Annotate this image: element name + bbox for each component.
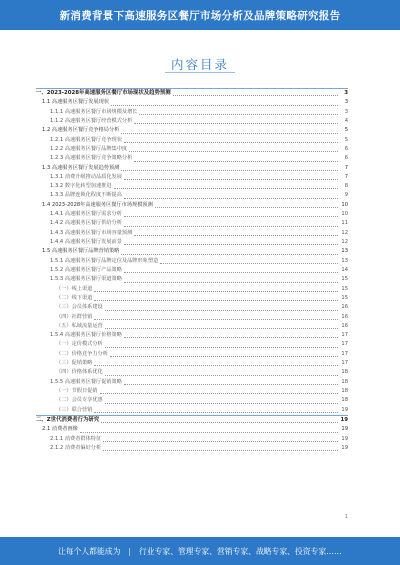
toc-dot-leader — [124, 197, 338, 199]
toc-dot-leader — [139, 113, 338, 115]
toc-entry[interactable] — [36, 425, 348, 434]
toc-entry-page: 5 — [344, 127, 348, 134]
toc-entry-title: （一）线上渠道 — [56, 285, 93, 292]
toc-entry[interactable] — [36, 219, 348, 228]
toc-entry-page: 16 — [341, 322, 348, 329]
toc-entry[interactable] — [36, 406, 348, 415]
toc-dot-leader — [105, 402, 338, 404]
toc-entry-title: （二）线下渠道 — [56, 294, 93, 301]
toc-entry[interactable] — [36, 396, 348, 405]
toc-entry-title: 1.5.3 高速服务区餐厅渠道策略 — [50, 276, 122, 283]
toc-dot-leader — [105, 327, 338, 329]
toc-dot-leader — [103, 440, 338, 442]
toc-entry[interactable] — [36, 136, 348, 145]
toc-dot-leader — [121, 169, 338, 171]
toc-entry-title: 1.1.1 高速服务区餐厅市场规模及增长 — [50, 108, 138, 115]
toc-dot-leader — [121, 132, 338, 134]
toc-entry[interactable] — [36, 331, 348, 340]
toc-entry[interactable] — [36, 257, 348, 266]
toc-entry-page: 15 — [341, 276, 348, 283]
toc-entry-title: 2.1 消费者画像 — [42, 426, 78, 433]
toc-dot-leader — [134, 234, 338, 236]
toc-dot-leader — [134, 122, 338, 124]
toc-dot-leader — [94, 290, 338, 292]
toc-entry[interactable] — [36, 322, 348, 331]
table-of-contents — [36, 88, 348, 453]
toc-entry-page: 12 — [341, 239, 348, 245]
toc-entry-page: 17 — [341, 360, 348, 367]
toc-entry-title: （二）会员专享优惠 — [56, 397, 103, 404]
toc-entry-page: 11 — [341, 220, 348, 227]
toc-entry[interactable] — [36, 154, 348, 163]
toc-entry[interactable] — [36, 350, 348, 359]
toc-entry-page: 17 — [341, 332, 348, 339]
page-number: 1 — [344, 514, 348, 520]
toc-dot-leader — [103, 449, 338, 451]
toc-entry-title: 1.5.2 高速服务区餐厅产品策略 — [50, 266, 122, 273]
toc-dot-leader — [114, 187, 338, 189]
toc-dot-leader — [121, 253, 338, 255]
toc-entry-page: 16 — [341, 304, 348, 311]
toc-entry-title: 1.3.3 品牌连锁化程度不断提高 — [50, 192, 122, 199]
toc-entry-title: 1.4.4 高速服务区餐厅发展前景 — [50, 239, 122, 245]
toc-entry-page: 6 — [344, 145, 348, 152]
toc-entry[interactable] — [36, 275, 348, 284]
toc-entry[interactable] — [36, 415, 348, 425]
toc-entry[interactable] — [36, 340, 348, 349]
toc-entry-page: 19 — [341, 426, 348, 433]
toc-entry-page: 6 — [344, 155, 348, 162]
toc-entry-page: 3 — [344, 90, 348, 96]
toc-dot-leader — [124, 336, 338, 338]
toc-entry[interactable] — [36, 191, 348, 200]
toc-dot-leader — [105, 346, 338, 348]
toc-entry-title: 1.5.5 高速服务区餐厅促销策略 — [50, 378, 122, 385]
document-header — [0, 0, 400, 30]
toc-dot-leader — [134, 160, 338, 162]
toc-entry[interactable] — [36, 164, 348, 173]
toc-entry-page: 10 — [341, 201, 348, 208]
toc-entry-page: 18 — [341, 397, 348, 404]
toc-dot-leader — [111, 104, 338, 106]
toc-entry[interactable] — [36, 229, 348, 238]
toc-dot-leader — [105, 374, 338, 376]
toc-entry-title: 1.2.1 高速服务区餐厅竞争现状 — [50, 136, 122, 143]
toc-entry-title: 1.3 高速服务区餐厅发展趋势预测 — [42, 164, 120, 171]
toc-entry[interactable] — [36, 182, 348, 191]
toc-entry[interactable] — [36, 303, 348, 312]
toc-entry-page: 9 — [344, 192, 348, 199]
toc-entry-page: 19 — [341, 406, 348, 413]
toc-entry-page: 19 — [341, 435, 348, 442]
toc-dot-leader — [129, 150, 338, 152]
toc-entry-title: 1.2.3 高速服务区餐厅竞争策略分析 — [50, 155, 133, 162]
toc-entry[interactable] — [36, 285, 348, 294]
toc-entry[interactable] — [36, 247, 348, 256]
toc-entry-title: 1.1.2 高速服务区餐厅经营模式分析 — [50, 117, 133, 124]
document-footer — [0, 537, 400, 565]
document-title: 新消费背景下高速服务区餐厅市场分析及品牌策略研究报告 — [59, 9, 341, 22]
toc-entry-title: 1.4.2 高速服务区餐厅供给分析 — [50, 220, 122, 227]
toc-entry[interactable] — [36, 435, 348, 444]
toc-entry-page: 13 — [341, 248, 348, 255]
toc-dot-leader — [94, 299, 338, 301]
toc-dot-leader — [101, 421, 338, 423]
toc-entry[interactable] — [36, 173, 348, 182]
toc-entry-title: （二）价格竞争力分析 — [56, 350, 108, 357]
toc-entry-page: 7 — [344, 164, 348, 171]
toc-dot-leader — [80, 431, 338, 433]
toc-dot-leader — [124, 141, 338, 143]
toc-entry-page: 16 — [341, 313, 348, 320]
toc-entry[interactable] — [36, 313, 348, 322]
toc-entry-title: （五）私域流量运营 — [56, 322, 103, 329]
toc-entry-page: 14 — [341, 266, 348, 273]
toc-entry-title: 1.4.3 高速服务区餐厅市场容量预测 — [50, 229, 133, 236]
toc-entry-page: 18 — [341, 378, 348, 385]
toc-entry-title: 1.4 2023-2028年高速服务区餐厅市场规模预测 — [42, 201, 153, 208]
toc-entry[interactable] — [36, 88, 348, 98]
toc-entry[interactable] — [36, 117, 348, 126]
toc-entry-page: 5 — [344, 136, 348, 143]
toc-dot-leader — [124, 271, 338, 273]
toc-entry-title: （一）节假日促销 — [56, 388, 98, 394]
toc-entry-page: 12 — [341, 229, 348, 236]
toc-dot-leader — [110, 355, 338, 357]
toc-entry-title: 1.1 高速服务区餐厅发展现状 — [42, 99, 109, 106]
toc-entry-title: 2.1.2 消费者偏好分析 — [50, 444, 102, 451]
toc-entry[interactable] — [36, 444, 348, 453]
toc-entry[interactable] — [36, 368, 348, 377]
toc-entry-title: （三）会员体系建设 — [56, 304, 103, 311]
toc-dot-leader — [124, 383, 338, 385]
footer-roles: 行业专家、管理专家、营销专家、战略专家、投资专家…… — [139, 546, 342, 556]
toc-entry-title: （一）定价模式分析 — [56, 341, 103, 348]
toc-dot-leader — [94, 411, 338, 413]
toc-entry[interactable] — [36, 145, 348, 154]
toc-entry-page: 15 — [341, 294, 348, 301]
toc-entry-page: 4 — [344, 117, 348, 124]
toc-entry[interactable] — [36, 98, 348, 107]
toc-entry-page: 3 — [344, 108, 348, 115]
toc-entry-page: 15 — [341, 285, 348, 292]
toc-dot-leader — [173, 94, 338, 96]
toc-entry-title: 1.5.4 高速服务区餐厅价格策略 — [50, 332, 122, 339]
toc-dot-leader — [124, 178, 338, 180]
toc-dot-leader — [155, 206, 338, 208]
toc-entry-page: 18 — [341, 388, 348, 394]
toc-entry[interactable] — [36, 210, 348, 219]
toc-dot-leader — [94, 318, 338, 320]
toc-entry-title: （三）联合营销 — [56, 406, 93, 413]
toc-entry-page: 17 — [341, 341, 348, 348]
toc-entry-title: （四）社群营销 — [56, 313, 93, 320]
toc-entry-title: 1.4.1 高速服务区餐厅需求分析 — [50, 211, 122, 218]
toc-entry[interactable] — [36, 126, 348, 135]
toc-entry-page: 13 — [341, 257, 348, 264]
toc-entry-page: 8 — [344, 183, 348, 190]
toc-dot-leader — [124, 225, 338, 227]
toc-entry-page: 3 — [344, 99, 348, 106]
toc-entry-page: 19 — [340, 416, 348, 423]
toc-entry[interactable] — [36, 201, 348, 210]
toc-entry[interactable] — [36, 378, 348, 387]
toc-heading-divider — [165, 72, 235, 73]
toc-dot-leader — [124, 215, 338, 217]
toc-entry[interactable] — [36, 387, 348, 396]
toc-dot-leader — [105, 309, 338, 311]
toc-entry-title: 2.1.1 消费者群体特征 — [50, 435, 102, 442]
toc-entry-title: 1.3.2 数字化转型加速推进 — [50, 183, 112, 190]
toc-entry-title: 一、2023-2028年高速服务区餐厅市场现状及趋势预测 — [36, 90, 171, 96]
toc-entry-page: 19 — [341, 444, 348, 451]
toc-dot-leader — [124, 243, 338, 245]
toc-dot-leader — [100, 392, 338, 394]
toc-entry-title: 1.2 高速服务区餐厅竞争格局分析 — [42, 127, 120, 134]
footer-slogan: 让每个人都能成为 — [58, 546, 121, 556]
toc-entry-title: 1.5 高速服务区餐厅品牌营销策略 — [42, 248, 120, 255]
toc-dot-leader — [94, 364, 338, 366]
toc-entry-title: 1.2.2 高速服务区餐厅品牌集中度 — [50, 145, 128, 152]
toc-entry-title: （三）促销策略 — [56, 360, 93, 367]
toc-entry-page: 18 — [341, 369, 348, 376]
toc-dot-leader — [160, 262, 338, 264]
toc-entry[interactable] — [36, 266, 348, 275]
toc-entry-page: 7 — [344, 173, 348, 180]
toc-heading: 内容目录 — [170, 57, 229, 72]
toc-entry-title: 1.5.1 高速服务区餐厅品牌定位及品牌形象塑造 — [50, 257, 159, 264]
toc-entry[interactable] — [36, 108, 348, 117]
toc-entry-title: 1.3.1 消费升级推动品质化发展 — [50, 173, 122, 180]
toc-entry-title: （四）价格体系优化 — [56, 369, 103, 376]
toc-entry-page: 17 — [341, 350, 348, 357]
footer-divider: | — [128, 546, 132, 556]
toc-entry[interactable] — [36, 238, 348, 247]
toc-dot-leader — [124, 281, 338, 283]
toc-entry[interactable] — [36, 359, 348, 368]
toc-entry-title: 二、Z世代消费者行为研究 — [36, 416, 100, 423]
toc-entry-page: 10 — [341, 211, 348, 218]
toc-entry[interactable] — [36, 294, 348, 303]
